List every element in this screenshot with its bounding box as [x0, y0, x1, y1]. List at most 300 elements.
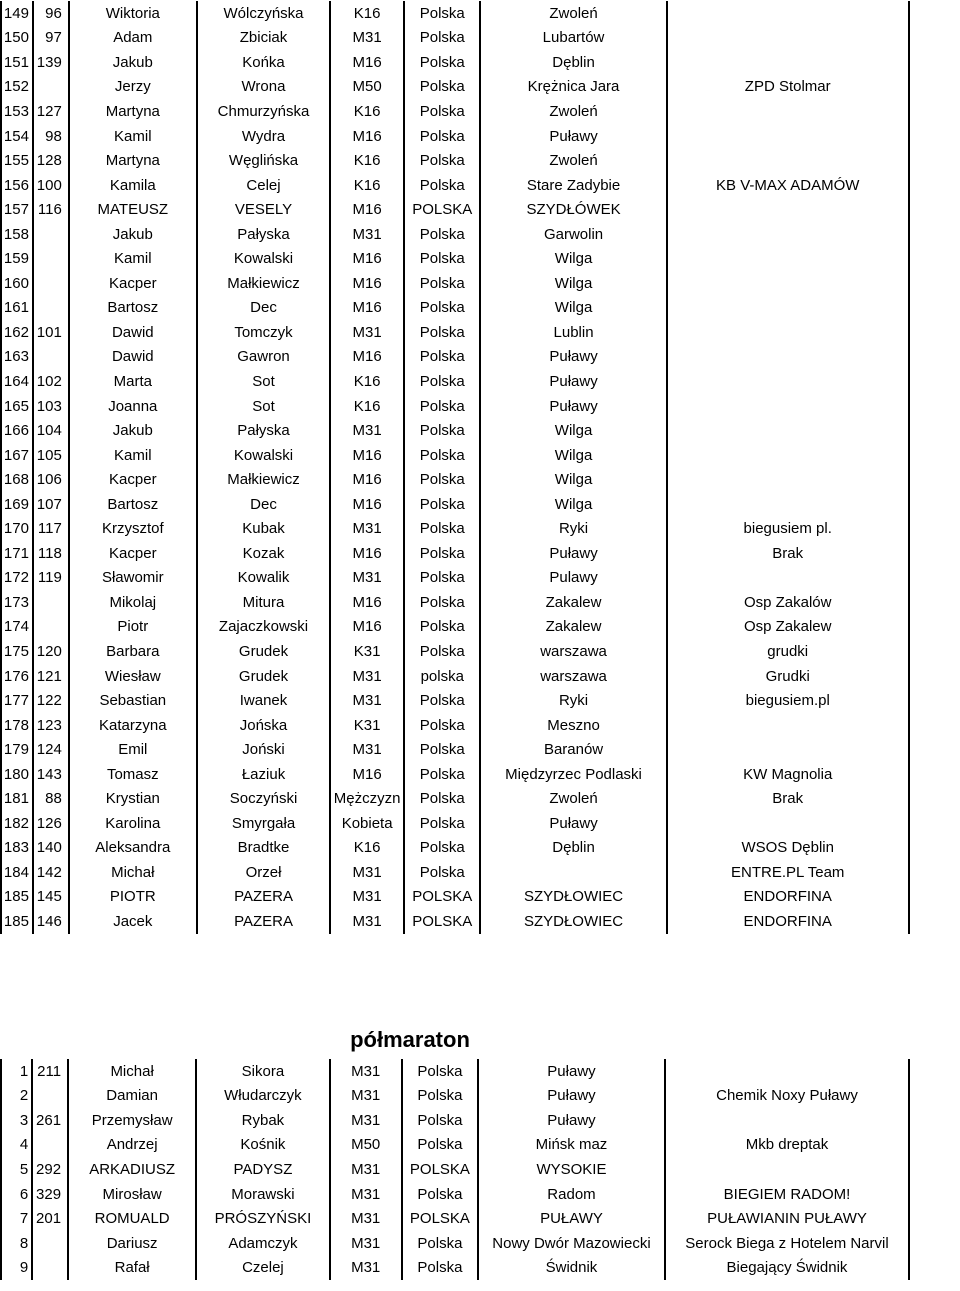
cell-spacer — [909, 639, 959, 664]
cell-last-name: Grudek — [197, 664, 330, 689]
table-row — [1, 885, 959, 910]
cell-place: 167 — [1, 443, 33, 468]
cell-first-name: Sławomir — [69, 566, 197, 591]
cell-spacer — [909, 320, 959, 345]
cell-first-name: Dawid — [69, 345, 197, 370]
cell-country: Polska — [404, 394, 480, 419]
cell-place: 178 — [1, 713, 33, 738]
cell-category: M16 — [330, 50, 404, 75]
cell-bib — [33, 222, 69, 247]
cell-spacer — [909, 50, 959, 75]
cell-club — [667, 222, 909, 247]
cell-club: WSOS Dęblin — [667, 836, 909, 861]
cell-city: SZYDŁOWIEC — [480, 885, 666, 910]
cell-bib: 116 — [33, 197, 69, 222]
cell-first-name: Kamil — [69, 246, 197, 271]
cell-country: Polska — [404, 296, 480, 321]
cell-club: ENTRE.PL Team — [667, 860, 909, 885]
table-row — [1, 197, 959, 222]
cell-spacer — [909, 566, 959, 591]
cell-bib: 98 — [33, 124, 69, 149]
cell-category: K16 — [330, 99, 404, 124]
cell-spacer — [909, 811, 959, 836]
cell-category: K16 — [330, 173, 404, 198]
table-row — [1, 345, 959, 370]
cell-club — [667, 271, 909, 296]
cell-category: M16 — [330, 467, 404, 492]
cell-last-name: Chmurzyńska — [197, 99, 330, 124]
cell-spacer — [909, 1157, 959, 1182]
cell-first-name: Bartosz — [69, 492, 197, 517]
cell-club — [667, 369, 909, 394]
cell-category: M16 — [330, 124, 404, 149]
cell-last-name: Kozak — [197, 541, 330, 566]
cell-category: K16 — [330, 148, 404, 173]
cell-city: Międzyrzec Podlaski — [480, 762, 666, 787]
cell-country: Polska — [404, 148, 480, 173]
table-row — [1, 516, 959, 541]
cell-place: 183 — [1, 836, 33, 861]
cell-city: Zwoleń — [480, 148, 666, 173]
cell-city: Puławy — [480, 541, 666, 566]
cell-spacer — [909, 1, 959, 26]
cell-club: BIEGIEM RADOM! — [665, 1182, 909, 1207]
cell-bib: 97 — [33, 26, 69, 51]
cell-place: 156 — [1, 173, 33, 198]
cell-category: M16 — [330, 541, 404, 566]
table-row — [1, 639, 959, 664]
cell-spacer — [909, 1133, 959, 1158]
cell-first-name: Dariusz — [68, 1231, 196, 1256]
cell-country: Polska — [404, 737, 480, 762]
cell-category: M16 — [330, 197, 404, 222]
cell-bib: 140 — [33, 836, 69, 861]
cell-spacer — [909, 271, 959, 296]
cell-bib — [32, 1231, 68, 1256]
cell-last-name: Kośnik — [196, 1133, 329, 1158]
cell-city: PUŁAWY — [478, 1206, 665, 1231]
cell-category: M16 — [330, 246, 404, 271]
cell-first-name: Joanna — [69, 394, 197, 419]
cell-bib — [33, 345, 69, 370]
cell-bib — [33, 75, 69, 100]
cell-spacer — [909, 590, 959, 615]
table-row — [1, 688, 959, 713]
table-row — [1, 1157, 959, 1182]
cell-city: Baranów — [480, 737, 666, 762]
cell-city: warszawa — [480, 639, 666, 664]
cell-bib: 122 — [33, 688, 69, 713]
cell-first-name: Martyna — [69, 99, 197, 124]
cell-bib: 124 — [33, 737, 69, 762]
cell-category: M31 — [330, 1182, 402, 1207]
cell-country: Polska — [402, 1108, 478, 1133]
cell-place: 182 — [1, 811, 33, 836]
cell-bib: 139 — [33, 50, 69, 75]
cell-club — [667, 26, 909, 51]
cell-last-name: Sot — [197, 394, 330, 419]
cell-city: Dęblin — [480, 836, 666, 861]
half-marathon-table — [0, 1059, 960, 1280]
cell-first-name: Barbara — [69, 639, 197, 664]
cell-country: Polska — [404, 762, 480, 787]
cell-club: Osp Zakalów — [667, 590, 909, 615]
cell-club — [667, 345, 909, 370]
cell-club — [667, 811, 909, 836]
cell-bib — [32, 1255, 68, 1280]
cell-city: Puławy — [478, 1059, 665, 1084]
cell-last-name: Bradtke — [197, 836, 330, 861]
cell-city: Zakalew — [480, 615, 666, 640]
cell-first-name: Rafał — [68, 1255, 196, 1280]
cell-city: Wilga — [480, 443, 666, 468]
table-row — [1, 1255, 959, 1280]
cell-club: Osp Zakalew — [667, 615, 909, 640]
cell-country: Polska — [404, 369, 480, 394]
table-row — [1, 26, 959, 51]
table-row — [1, 369, 959, 394]
cell-club: biegusiem.pl — [667, 688, 909, 713]
cell-bib: 117 — [33, 516, 69, 541]
cell-bib: 261 — [32, 1108, 68, 1133]
cell-spacer — [909, 1182, 959, 1207]
cell-first-name: Sebastian — [69, 688, 197, 713]
half-marathon-table-body — [1, 1059, 959, 1280]
cell-city: Świdnik — [478, 1255, 665, 1280]
cell-category: M16 — [330, 345, 404, 370]
cell-country: Polska — [402, 1084, 478, 1109]
table-row — [1, 467, 959, 492]
cell-category: M16 — [330, 615, 404, 640]
cell-bib — [33, 296, 69, 321]
cell-city: Puławy — [480, 345, 666, 370]
table-row — [1, 271, 959, 296]
cell-first-name: Krystian — [69, 787, 197, 812]
cell-category: M31 — [330, 1059, 402, 1084]
cell-category: M31 — [330, 909, 404, 934]
table-row — [1, 1206, 959, 1231]
table-row — [1, 148, 959, 173]
cell-city: SZYDŁOWIEC — [480, 909, 666, 934]
cell-spacer — [909, 443, 959, 468]
cell-category: M31 — [330, 418, 404, 443]
cell-last-name: Małkiewicz — [197, 467, 330, 492]
cell-club — [667, 50, 909, 75]
table-row — [1, 1133, 959, 1158]
cell-last-name: Rybak — [196, 1108, 329, 1133]
cell-country: Polska — [404, 271, 480, 296]
cell-city: Wilga — [480, 271, 666, 296]
cell-club — [667, 566, 909, 591]
cell-first-name: Tomasz — [69, 762, 197, 787]
cell-spacer — [909, 860, 959, 885]
cell-place: 152 — [1, 75, 33, 100]
cell-first-name: Kacper — [69, 541, 197, 566]
cell-last-name: PRÓSZYŃSKI — [196, 1206, 329, 1231]
cell-country: Polska — [404, 124, 480, 149]
cell-country: Polska — [404, 345, 480, 370]
cell-last-name: PAZERA — [197, 885, 330, 910]
cell-place: 168 — [1, 467, 33, 492]
cell-bib: 201 — [32, 1206, 68, 1231]
cell-city: Mińsk maz — [478, 1133, 665, 1158]
cell-city: warszawa — [480, 664, 666, 689]
table-row — [1, 664, 959, 689]
cell-city: Dęblin — [480, 50, 666, 75]
cell-bib: 118 — [33, 541, 69, 566]
cell-first-name: Piotr — [69, 615, 197, 640]
cell-category: M31 — [330, 1157, 402, 1182]
cell-last-name: Tomczyk — [197, 320, 330, 345]
cell-club: Brak — [667, 787, 909, 812]
cell-city: SZYDŁÓWEK — [480, 197, 666, 222]
cell-spacer — [909, 26, 959, 51]
cell-bib: 329 — [32, 1182, 68, 1207]
cell-club — [667, 713, 909, 738]
cell-last-name: Zbiciak — [197, 26, 330, 51]
cell-first-name: Jacek — [69, 909, 197, 934]
table-row — [1, 246, 959, 271]
table-row — [1, 1231, 959, 1256]
cell-category: M31 — [330, 688, 404, 713]
cell-country: Polska — [404, 516, 480, 541]
cell-place: 181 — [1, 787, 33, 812]
cell-city: Lubartów — [480, 26, 666, 51]
cell-spacer — [909, 99, 959, 124]
cell-country: Polska — [404, 590, 480, 615]
cell-country: Polska — [404, 173, 480, 198]
cell-last-name: Orzeł — [197, 860, 330, 885]
cell-city: Puławy — [480, 394, 666, 419]
cell-last-name: Kubak — [197, 516, 330, 541]
cell-category: M31 — [330, 1108, 402, 1133]
table-row — [1, 787, 959, 812]
cell-bib — [33, 246, 69, 271]
cell-country: Polska — [402, 1133, 478, 1158]
cell-last-name: Adamczyk — [196, 1231, 329, 1256]
cell-country: Polska — [402, 1255, 478, 1280]
cell-last-name: VESELY — [197, 197, 330, 222]
cell-place: 162 — [1, 320, 33, 345]
cell-spacer — [909, 75, 959, 100]
cell-place: 163 — [1, 345, 33, 370]
cell-city: Puławy — [478, 1108, 665, 1133]
table-row — [1, 713, 959, 738]
cell-category: M31 — [330, 1206, 402, 1231]
cell-place: 4 — [1, 1133, 32, 1158]
cell-club: Grudki — [667, 664, 909, 689]
cell-place: 5 — [1, 1157, 32, 1182]
cell-place: 170 — [1, 516, 33, 541]
cell-club: ENDORFINA — [667, 885, 909, 910]
cell-spacer — [909, 615, 959, 640]
cell-last-name: Włudarczyk — [196, 1084, 329, 1109]
cell-country: Polska — [404, 50, 480, 75]
cell-country: Polska — [404, 566, 480, 591]
cell-city: Garwolin — [480, 222, 666, 247]
cell-spacer — [909, 836, 959, 861]
cell-place: 149 — [1, 1, 33, 26]
table-row — [1, 909, 959, 934]
cell-last-name: Wrona — [197, 75, 330, 100]
cell-city: Meszno — [480, 713, 666, 738]
cell-country: Polska — [404, 811, 480, 836]
cell-spacer — [909, 394, 959, 419]
cell-first-name: Kamil — [69, 124, 197, 149]
cell-place: 173 — [1, 590, 33, 615]
cell-category: M31 — [330, 664, 404, 689]
cell-club: Biegający Świdnik — [665, 1255, 909, 1280]
cell-bib: 126 — [33, 811, 69, 836]
cell-first-name: Karolina — [69, 811, 197, 836]
cell-first-name: Kacper — [69, 271, 197, 296]
cell-place: 6 — [1, 1182, 32, 1207]
cell-bib — [33, 615, 69, 640]
cell-bib: 142 — [33, 860, 69, 885]
cell-bib: 105 — [33, 443, 69, 468]
cell-place: 151 — [1, 50, 33, 75]
cell-category: M16 — [330, 590, 404, 615]
cell-first-name: ARKADIUSZ — [68, 1157, 196, 1182]
cell-last-name: PADYSZ — [196, 1157, 329, 1182]
cell-club — [667, 1, 909, 26]
cell-bib: 145 — [33, 885, 69, 910]
cell-spacer — [909, 688, 959, 713]
cell-category: K16 — [330, 394, 404, 419]
cell-last-name: Iwanek — [197, 688, 330, 713]
cell-last-name: Grudek — [197, 639, 330, 664]
table-row — [1, 566, 959, 591]
cell-spacer — [909, 1231, 959, 1256]
cell-bib: 120 — [33, 639, 69, 664]
cell-spacer — [909, 467, 959, 492]
cell-city: Zwoleń — [480, 99, 666, 124]
cell-country: Polska — [402, 1182, 478, 1207]
cell-country: Polska — [404, 836, 480, 861]
cell-country: Polska — [402, 1059, 478, 1084]
cell-first-name: Marta — [69, 369, 197, 394]
cell-category: Mężczyzn — [330, 787, 404, 812]
cell-club — [667, 320, 909, 345]
cell-club — [667, 99, 909, 124]
cell-place: 3 — [1, 1108, 32, 1133]
cell-bib: 121 — [33, 664, 69, 689]
cell-spacer — [909, 148, 959, 173]
cell-country: POLSKA — [404, 909, 480, 934]
cell-category: M16 — [330, 443, 404, 468]
cell-spacer — [909, 296, 959, 321]
cell-category: K31 — [330, 713, 404, 738]
table-row — [1, 811, 959, 836]
cell-place: 180 — [1, 762, 33, 787]
cell-spacer — [909, 369, 959, 394]
cell-last-name: Dec — [197, 492, 330, 517]
cell-bib: 100 — [33, 173, 69, 198]
cell-city: Radom — [478, 1182, 665, 1207]
cell-place: 1 — [1, 1059, 32, 1084]
cell-last-name: Morawski — [196, 1182, 329, 1207]
cell-spacer — [909, 1059, 959, 1084]
cell-bib: 146 — [33, 909, 69, 934]
cell-bib — [33, 271, 69, 296]
cell-bib: 123 — [33, 713, 69, 738]
table-row — [1, 99, 959, 124]
cell-spacer — [909, 737, 959, 762]
cell-club: biegusiem pl. — [667, 516, 909, 541]
cell-place: 185 — [1, 885, 33, 910]
cell-first-name: Katarzyna — [69, 713, 197, 738]
cell-bib: 106 — [33, 467, 69, 492]
cell-club: KB V-MAX ADAMÓW — [667, 173, 909, 198]
cell-last-name: Jońska — [197, 713, 330, 738]
cell-bib: 292 — [32, 1157, 68, 1182]
cell-category: Kobieta — [330, 811, 404, 836]
cell-category: K16 — [330, 1, 404, 26]
table-row — [1, 1084, 959, 1109]
cell-city: Ryki — [480, 516, 666, 541]
cell-place: 9 — [1, 1255, 32, 1280]
cell-spacer — [909, 787, 959, 812]
cell-category: M31 — [330, 516, 404, 541]
cell-city: Stare Zadybie — [480, 173, 666, 198]
cell-last-name: Sot — [197, 369, 330, 394]
table-row — [1, 75, 959, 100]
cell-city: Wilga — [480, 467, 666, 492]
cell-place: 185 — [1, 909, 33, 934]
cell-city: Nowy Dwór Mazowiecki — [478, 1231, 665, 1256]
cell-category: M31 — [330, 1231, 402, 1256]
cell-category: M31 — [330, 1084, 402, 1109]
section-title: półmaraton — [350, 1027, 470, 1052]
cell-first-name: Przemysław — [68, 1108, 196, 1133]
cell-place: 172 — [1, 566, 33, 591]
cell-spacer — [909, 762, 959, 787]
cell-city: Ryki — [480, 688, 666, 713]
cell-first-name: Andrzej — [68, 1133, 196, 1158]
table-row — [1, 492, 959, 517]
table-row — [1, 836, 959, 861]
cell-last-name: Dec — [197, 296, 330, 321]
cell-country: Polska — [404, 246, 480, 271]
cell-club — [667, 418, 909, 443]
cell-first-name: Bartosz — [69, 296, 197, 321]
cell-club — [667, 394, 909, 419]
cell-club: Chemik Noxy Puławy — [665, 1084, 909, 1109]
table-row — [1, 320, 959, 345]
cell-city: Puławy — [480, 811, 666, 836]
cell-bib: 101 — [33, 320, 69, 345]
cell-category: M31 — [330, 26, 404, 51]
cell-last-name: Łaziuk — [197, 762, 330, 787]
table-row — [1, 541, 959, 566]
cell-first-name: Mirosław — [68, 1182, 196, 1207]
cell-spacer — [909, 345, 959, 370]
cell-bib — [32, 1133, 68, 1158]
cell-first-name: Michał — [68, 1059, 196, 1084]
table-row — [1, 418, 959, 443]
cell-category: M16 — [330, 296, 404, 321]
cell-country: Polska — [404, 713, 480, 738]
table-row — [1, 860, 959, 885]
cell-club: PUŁAWIANIN PUŁAWY — [665, 1206, 909, 1231]
cell-place: 158 — [1, 222, 33, 247]
cell-club: ENDORFINA — [667, 909, 909, 934]
cell-first-name: Dawid — [69, 320, 197, 345]
cell-last-name: Węglińska — [197, 148, 330, 173]
table-row — [1, 1108, 959, 1133]
cell-place: 157 — [1, 197, 33, 222]
cell-country: Polska — [404, 688, 480, 713]
